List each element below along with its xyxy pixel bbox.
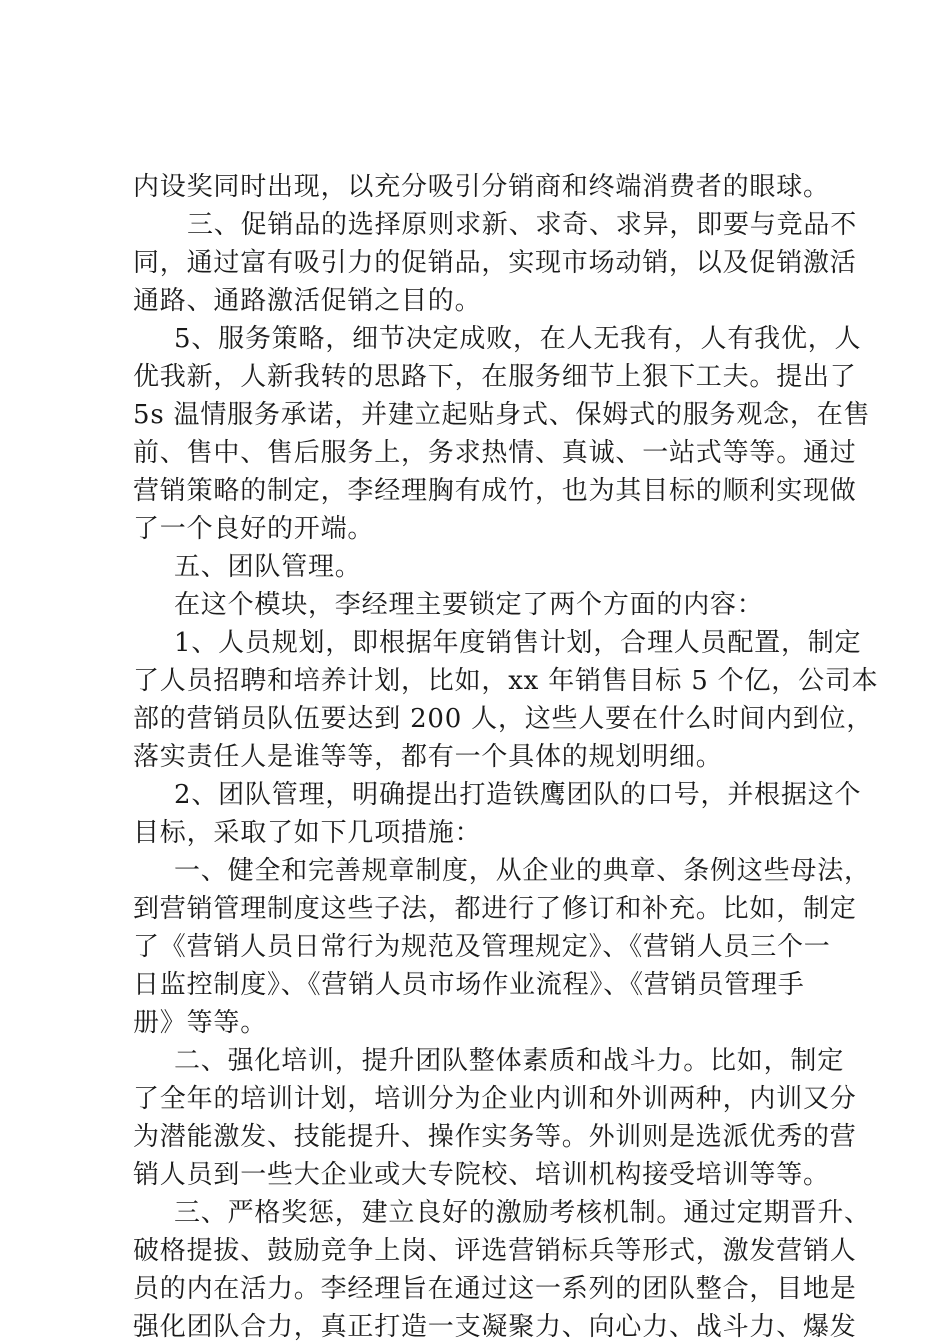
text-line-10: 了一个良好的开端。 (133, 514, 375, 544)
text-line-29: 破格提拔、鼓励竞争上岗、评选营销标兵等形式，激发营销人 (133, 1236, 857, 1266)
text-line-25: 了全年的培训计划，培训分为企业内训和外训两种，内训又分 (133, 1084, 857, 1114)
text-line-12: 在这个模块，李经理主要锁定了两个方面的内容： (174, 590, 764, 620)
text-line-19: 一、健全和完善规章制度，从企业的典章、条例这些母法， (174, 856, 871, 886)
text-line-4: 通路、通路激活促销之目的。 (133, 286, 482, 316)
section-heading-team: 五、团队管理。 (174, 552, 362, 582)
text-line-17: 2、团队管理，明确提出打造铁鹰团队的口号，并根据这个 (174, 780, 862, 810)
text-line-5: 5、服务策略，细节决定成败，在人无我有，人有我优，人 (174, 324, 862, 354)
text-line-13: 1、人员规划，即根据年度销售计划，合理人员配置，制定 (174, 628, 862, 658)
text-line-28: 三、严格奖惩，建立良好的激励考核机制。通过定期晋升、 (174, 1198, 871, 1228)
text-line-30: 员的内在活力。李经理旨在通过这一系列的团队整合，目地是 (133, 1274, 857, 1304)
text-line-20: 到营销管理制度这些子法，都进行了修订和补充。比如，制定 (133, 894, 857, 924)
text-line-15: 部的营销员队伍要达到 200 人，这些人要在什么时间内到位， (133, 704, 874, 734)
text-line-16: 落实责任人是谁等等，都有一个具体的规划明细。 (133, 742, 723, 772)
text-line-9: 营销策略的制定，李经理胸有成竹，也为其目标的顺利实现做 (133, 476, 857, 506)
text-line-3: 同，通过富有吸引力的促销品，实现市场动销，以及促销激活 (133, 248, 857, 278)
text-line-8: 前、售中、售后服务上，务求热情、真诚、一站式等等。通过 (133, 438, 857, 468)
text-line-31: 强化团队合力，真正打造一支凝聚力、向心力、战斗力、爆发 (133, 1312, 857, 1342)
text-line-7: 5s 温情服务承诺，并建立起贴身式、保姆式的服务观念，在售 (133, 400, 871, 430)
text-line-2: 三、促销品的选择原则求新、求奇、求异，即要与竞品不 (187, 210, 858, 240)
text-line-27: 销人员到一些大企业或大专院校、培训机构接受培训等等。 (133, 1160, 830, 1190)
text-line-6: 优我新，人新我转的思路下，在服务细节上狠下工夫。提出了 (133, 362, 857, 392)
text-line-21: 了《营销人员日常行为规范及管理规定》、《营销人员三个一 (133, 932, 831, 962)
text-line-14: 了人员招聘和培养计划，比如，xx 年销售目标 5 个亿，公司本 (133, 666, 879, 696)
text-line-22: 日监控制度》、《营销人员市场作业流程》、《营销员管理手 (133, 970, 805, 1000)
text-line-23: 册》等等。 (133, 1008, 268, 1038)
text-line-26: 为潜能激发、技能提升、操作实务等。外训则是选派优秀的营 (133, 1122, 857, 1152)
text-line-24: 二、强化培训，提升团队整体素质和战斗力。比如，制定 (174, 1046, 845, 1076)
text-line-18: 目标，采取了如下几项措施： (133, 818, 482, 848)
text-line-1: 内设奖同时出现，以充分吸引分销商和终端消费者的眼球。 (133, 172, 830, 202)
